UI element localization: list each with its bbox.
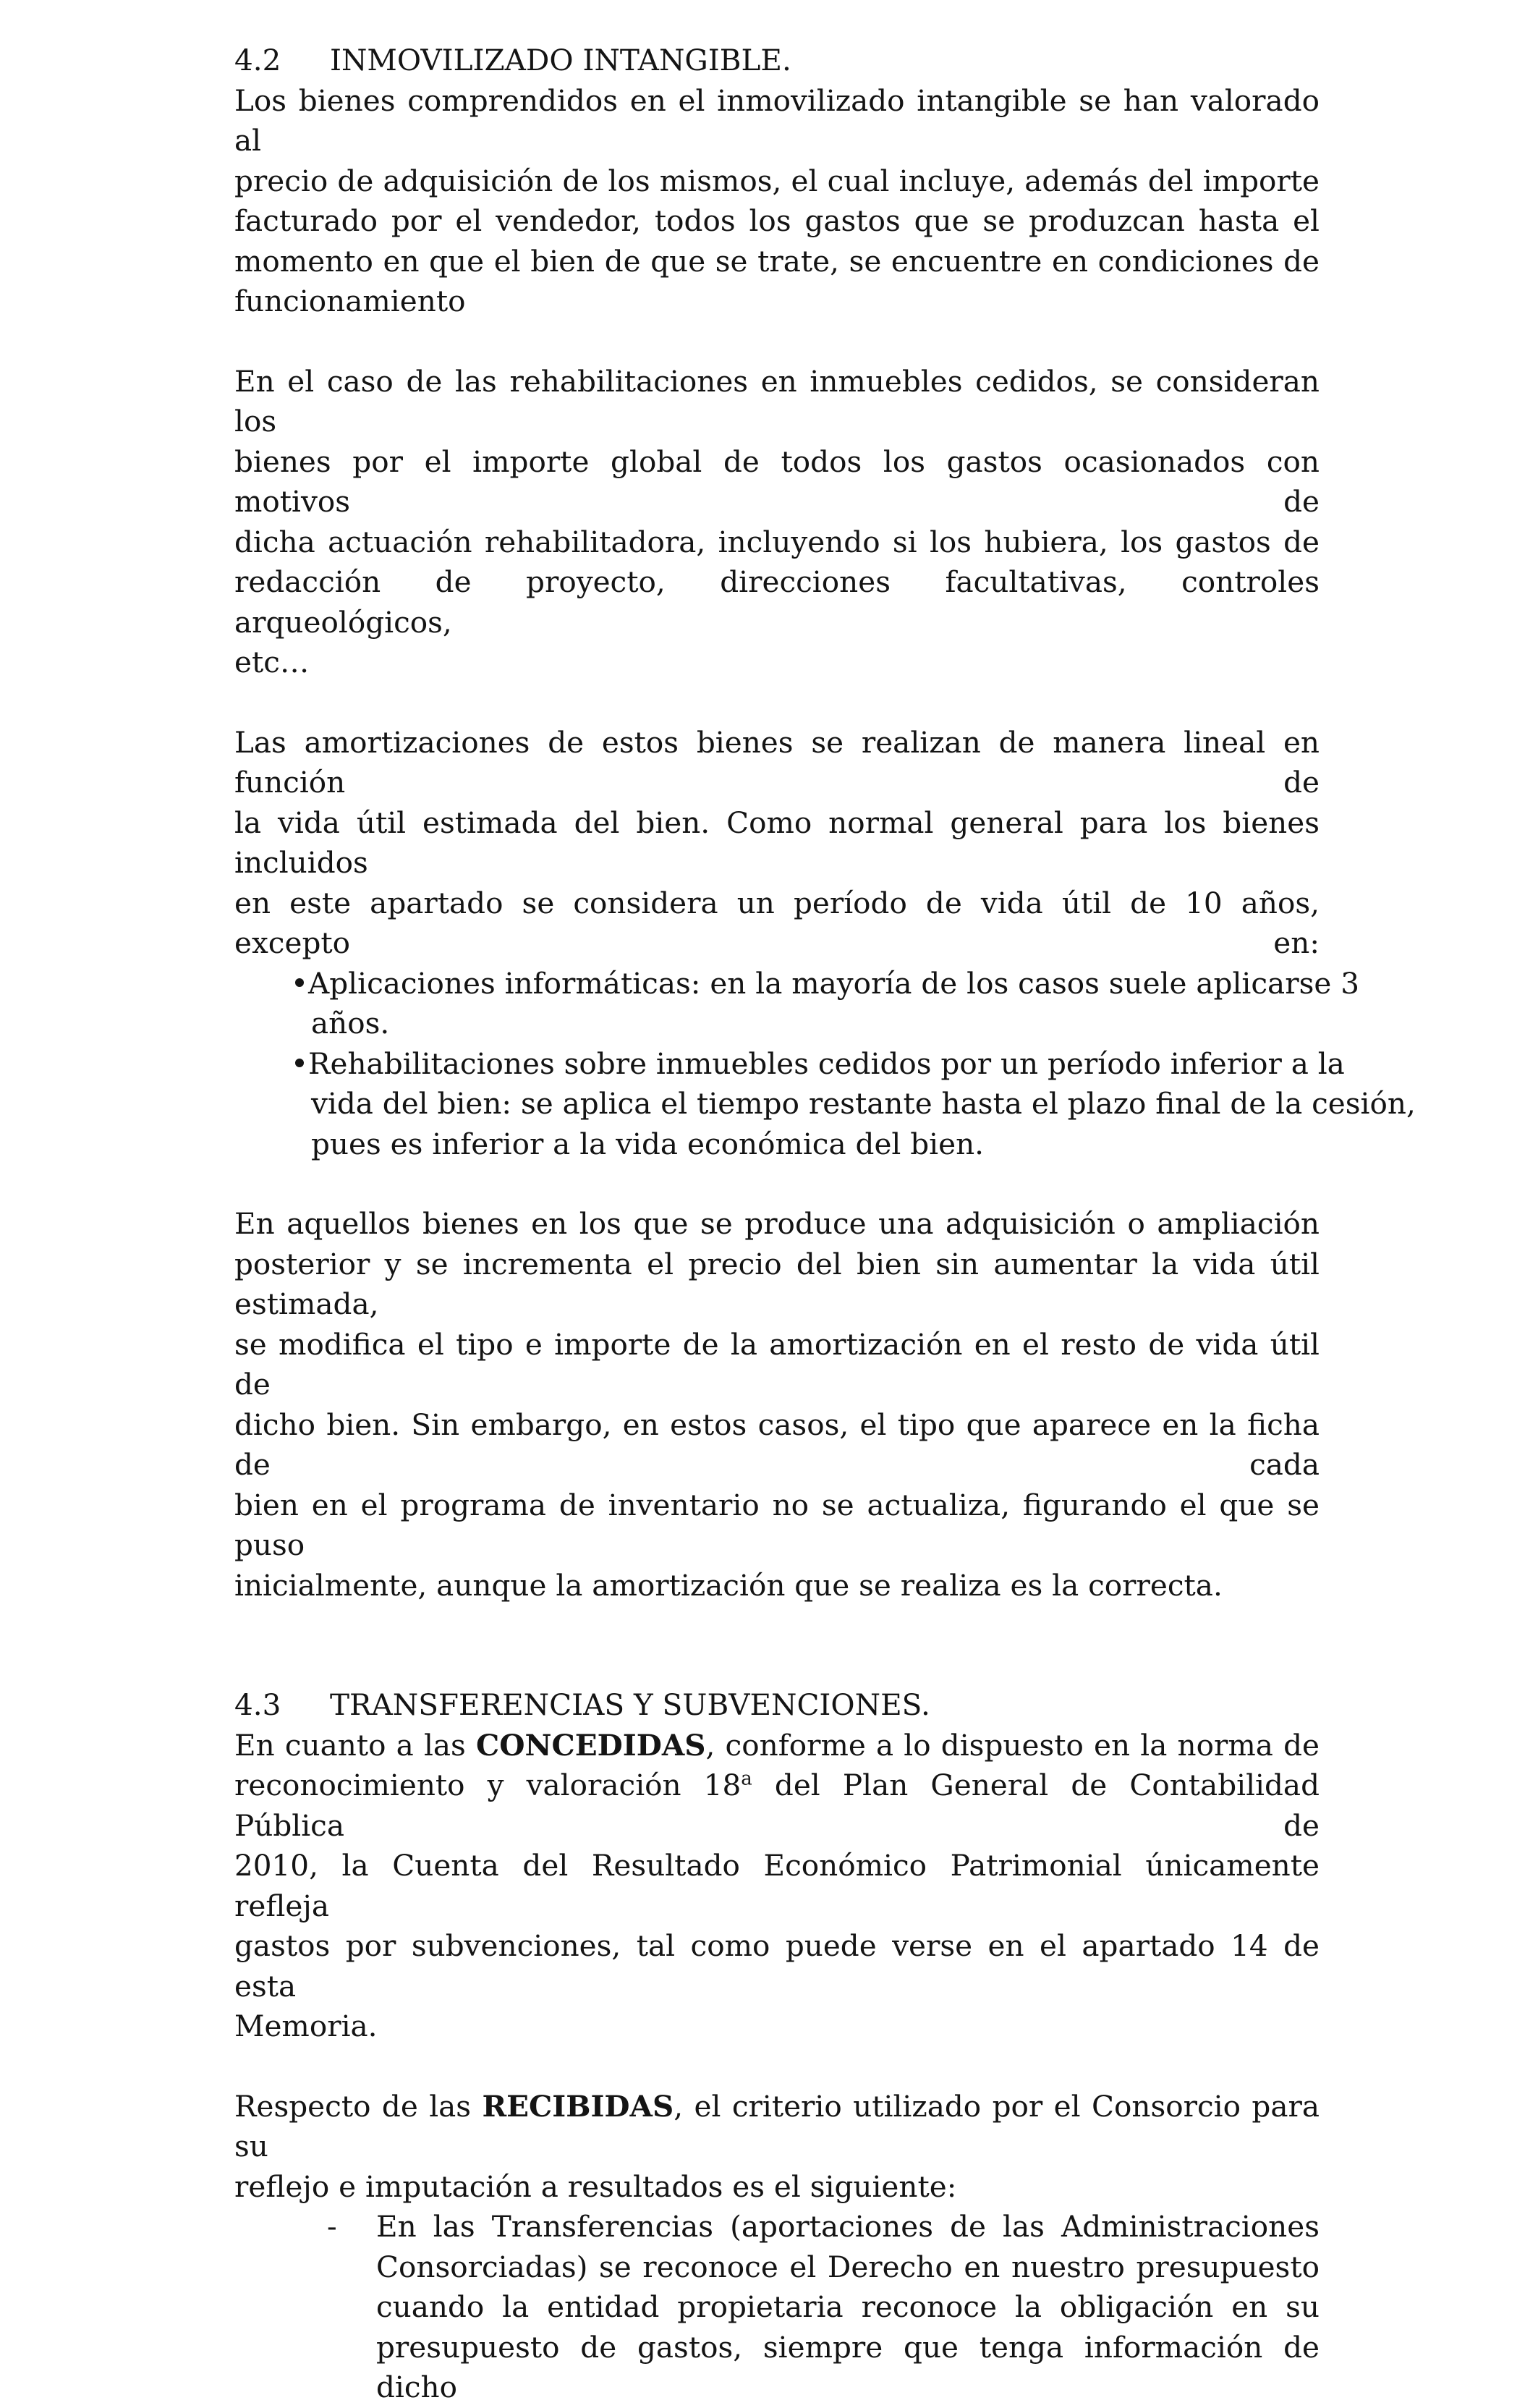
bold-term-recibidas: RECIBIDAS: [482, 2088, 674, 2124]
paragraph-rehabilitations: [234, 362, 1320, 683]
text-line: En el caso de las rehabilitaciones en inmuebles cedidos, se consideran los: [234, 363, 1320, 438]
text-line: en este apartado se considera un período de vida útil de 10 años, excepto en:: [234, 885, 1320, 960]
paragraph-recibidas: [234, 2087, 1320, 2208]
bullet-icon: [295, 1059, 304, 1067]
text-run: , el criterio utilizado por el Consorcio para su: [234, 2088, 1320, 2163]
text-line: bien en el programa de inventario no se actualiza, figurando el que se puso: [234, 1487, 1320, 1562]
text-run: Respecto de las: [234, 2088, 472, 2124]
section-number: 4.3: [234, 1687, 281, 1722]
text-line: facturado por el vendedor, todos los gastos que se produzcan hasta el: [234, 203, 1320, 238]
text-run: del Plan General de Contabilidad Pública de: [234, 1768, 1320, 1843]
text-run: reconocimiento y valoración 18: [234, 1768, 742, 1802]
bold-term-concedidas: CONCEDIDAS: [476, 1727, 706, 1763]
document-page: [234, 41, 1416, 2408]
text-run: , conforme a lo dispuesto en la norma de: [705, 1727, 1320, 1763]
text-line: 2010, la Cuenta del Resultado Económico Patrimonial únicamente refleja: [234, 1848, 1320, 1923]
bullet-text: Rehabilitaciones sobre inmuebles cedidos por un período inferior a la: [308, 1046, 1345, 1081]
paragraph-later-acquisitions: [234, 1204, 1320, 1606]
text-line: Los bienes comprendidos en el inmovilizado intangible se han valorado al: [234, 82, 1320, 158]
ordinal-superscript: a: [741, 1768, 752, 1790]
dash-text-continuation: presupuesto de gastos, siempre que tenga información de dicho: [376, 2329, 1320, 2404]
text-line: etc…: [234, 645, 310, 679]
paragraph-amortization: [234, 723, 1320, 964]
text-line: [234, 1765, 1320, 1846]
section-title: TRANSFERENCIAS Y SUBVENCIONES.: [330, 1687, 930, 1722]
list-item: [234, 1044, 1345, 1085]
text-line: [234, 1726, 1320, 1766]
text-line: [234, 2087, 1320, 2167]
dash-list: [234, 2207, 1320, 2408]
text-line: precio de adquisición de los mismos, el cual incluye, además del importe: [234, 163, 1320, 198]
bullet-text-continuation: vida del bien: se aplica el tiempo restante hasta el plazo final de la cesión,: [311, 1086, 1416, 1121]
bullet-icon: [295, 978, 304, 987]
text-line: momento en que el bien de que se trate, se encuentre en condiciones de: [234, 243, 1320, 279]
text-line: Las amortizaciones de estos bienes se realizan de manera lineal en función de: [234, 724, 1320, 800]
text-line: redacción de proyecto, direcciones facultativas, controles arqueológicos,: [234, 564, 1320, 640]
bullet-text-continuation: años.: [311, 1006, 390, 1040]
text-line: dicha actuación rehabilitadora, incluyendo si los hubiera, los gastos de: [234, 524, 1320, 559]
dash-icon: -: [327, 2209, 337, 2244]
text-line: Memoria.: [234, 2009, 378, 2043]
text-line: la vida útil estimada del bien. Como normal general para los bienes incluidos: [234, 805, 1320, 880]
section-4-2-heading: [234, 41, 1320, 81]
paragraph-concedidas: [234, 1726, 1320, 2047]
text-line: reflejo e imputación a resultados es el siguiente:: [234, 2169, 957, 2204]
dash-text: En las Transferencias (aportaciones de las Administraciones: [376, 2209, 1320, 2244]
dash-text-continuation: Consorciadas) se reconoce el Derecho en nuestro presupuesto: [376, 2249, 1320, 2284]
section-4-3-heading: [234, 1685, 1320, 1726]
list-item: [234, 964, 1359, 1004]
list-item: [234, 2207, 1320, 2247]
text-line: bienes por el importe global de todos los gastos ocasionados con motivos de: [234, 444, 1320, 519]
dash-text-continuation: cuando la entidad propietaria reconoce la obligación en su: [376, 2289, 1320, 2324]
text-line: dicho bien. Sin embargo, en estos casos, el tipo que aparece en la ficha de cada: [234, 1407, 1320, 1482]
bullet-text: Aplicaciones informáticas: en la mayoría de los casos suele aplicarse 3: [308, 965, 1359, 1001]
section-number: 4.2: [234, 43, 281, 77]
text-line: se modifica el tipo e importe de la amortización en el resto de vida útil de: [234, 1326, 1320, 1402]
paragraph-intangible-valuation: [234, 81, 1320, 322]
text-line: En aquellos bienes en los que se produce una adquisición o ampliación: [234, 1206, 1320, 1241]
text-line: inicialmente, aunque la amortización que se realiza es la correcta.: [234, 1567, 1223, 1603]
section-title: INMOVILIZADO INTANGIBLE.: [330, 43, 791, 77]
text-line: posterior y se incrementa el precio del bien sin aumentar la vida útil estimada,: [234, 1246, 1320, 1321]
text-line: gastos por subvenciones, tal como puede verse en el apartado 14 de esta: [234, 1928, 1320, 2004]
bullet-list: [234, 964, 1416, 1165]
text-run: En cuanto a las: [234, 1727, 466, 1763]
text-line: funcionamiento: [234, 284, 466, 318]
bullet-text-continuation: pues es inferior a la vida económica del bien.: [311, 1126, 985, 1161]
